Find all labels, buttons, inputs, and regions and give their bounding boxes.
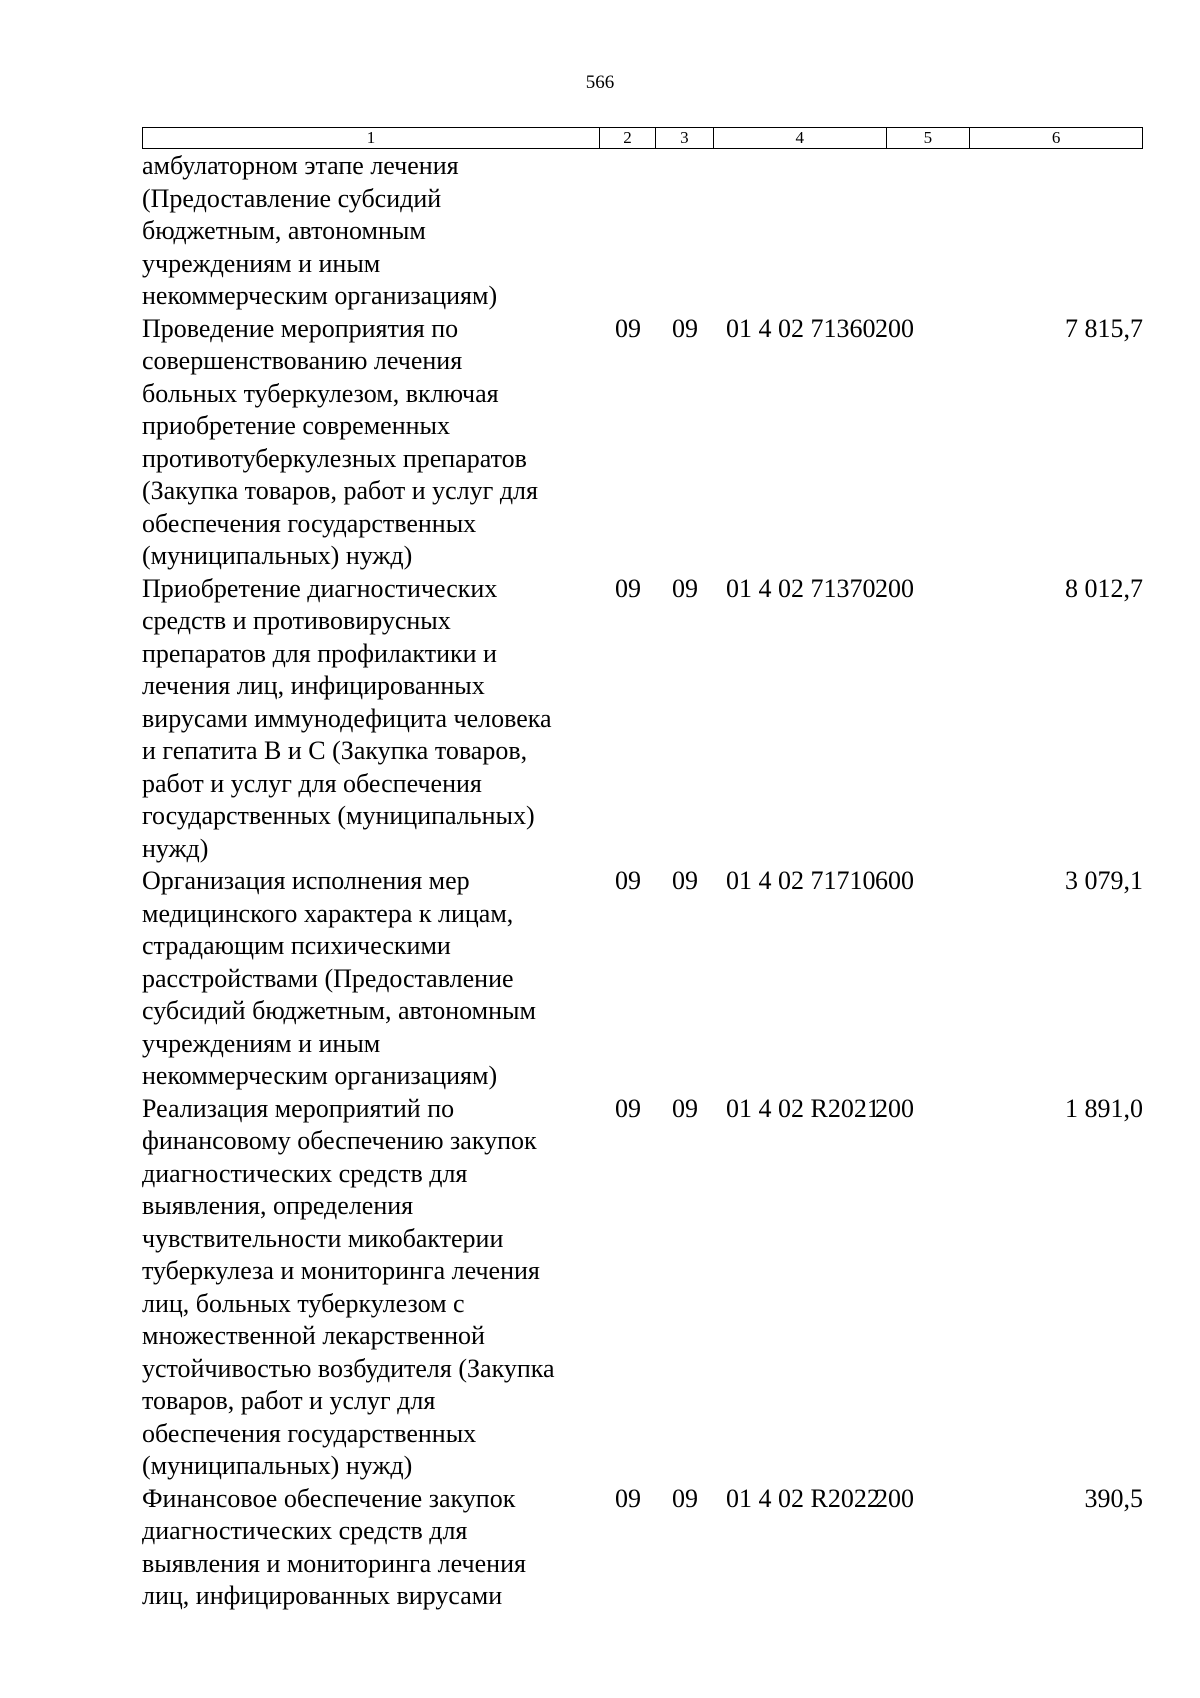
- row-description: Организация исполнения мер медицинского характера к лицам, страдающим психическими расстройствами (Предоставление субсидий бюджетным, автономным учреждениям и иным некоммерческим организациям): [142, 866, 536, 1090]
- row-expense-type: 600: [875, 866, 914, 895]
- table-row: [142, 150, 1143, 313]
- row-expense-type: 200: [875, 1093, 914, 1123]
- row-subsection: 09: [672, 1483, 698, 1513]
- row-target-article: 01 4 02 R2022: [726, 1483, 880, 1513]
- table-body: [142, 150, 1143, 1613]
- row-description: Приобретение диагностических средств и противовирусных препаратов для профилактики и лечения лиц, инфицированных вирусами иммунодефицита человека и гепатита B и C (Закупка товаров, работ и услуг для обеспечения государственных (муниципальных) нужд): [142, 573, 552, 863]
- row-description: амбулаторном этапе лечения (Предоставление субсидий бюджетным, автономным учреждениям и иным некоммерческим организациям): [142, 151, 498, 310]
- row-amount: 8 012,7: [1065, 573, 1143, 603]
- table-row: [142, 573, 1143, 866]
- header-col-6: 6: [1051, 128, 1061, 147]
- row-section: 09: [615, 313, 641, 343]
- row-target-article: 01 4 02 71360: [726, 313, 876, 343]
- row-expense-type: [875, 150, 925, 313]
- table-row: [142, 865, 1143, 1093]
- row-amount: 1 891,0: [1065, 1093, 1143, 1123]
- row-description: Реализация мероприятий по финансовому обеспечению закупок диагностических средств для выявления, определения чувствительности микобактерии туберкулеза и мониторинга лечения лиц, больных туберкулезом с множественной лекарственной устойчивостью возбудителя (Закупка товаров, работ и услуг для обеспечения государственных (муниципальных) нужд): [142, 1093, 555, 1480]
- row-amount: [925, 150, 1143, 313]
- header-col-4: 4: [714, 128, 887, 148]
- row-amount: 390,5: [1084, 1483, 1143, 1513]
- row-expense-type: 200: [875, 1483, 914, 1513]
- header-col-5: 5: [887, 128, 971, 148]
- table-row: [142, 1093, 1143, 1483]
- row-target-article: 01 4 02 R2021: [726, 1093, 880, 1123]
- page-number: 566: [585, 72, 615, 93]
- row-section: 09: [615, 573, 641, 603]
- table-header: [142, 127, 1143, 149]
- table-row: [142, 1483, 1143, 1613]
- row-target-article: 01 4 02 71370: [726, 573, 876, 603]
- row-expense-type: 200: [875, 573, 914, 603]
- row-description: Проведение мероприятия по совершенствованию лечения больных туберкулезом, включая приобретение современных противотуберкулезных препаратов (Закупка товаров, работ и услуг для обеспечения государственных (муниципальных) нужд): [142, 313, 538, 570]
- row-section: 09: [615, 1093, 641, 1123]
- row-amount: 7 815,7: [1065, 313, 1143, 343]
- row-description: Финансовое обеспечение закупок диагностических средств для выявления и мониторинга лечения лиц, инфицированных вирусами: [142, 1483, 526, 1610]
- row-section: 09: [615, 1483, 641, 1513]
- row-section: [600, 150, 656, 313]
- row-subsection: 09: [672, 573, 698, 603]
- row-expense-type: 200: [875, 313, 914, 343]
- row-amount: 3 079,1: [1065, 866, 1143, 895]
- row-subsection: 09: [672, 1093, 698, 1123]
- row-subsection: 09: [672, 313, 698, 343]
- row-section: 09: [615, 866, 641, 895]
- row-target-article: [714, 150, 887, 313]
- header-col-2: 2: [600, 128, 656, 148]
- row-subsection: [656, 150, 714, 313]
- header-col-3: 3: [656, 128, 714, 148]
- table-row: [142, 313, 1143, 573]
- header-col-1: 1: [143, 128, 600, 148]
- row-target-article: 01 4 02 71710: [726, 866, 876, 895]
- row-subsection: 09: [672, 866, 698, 895]
